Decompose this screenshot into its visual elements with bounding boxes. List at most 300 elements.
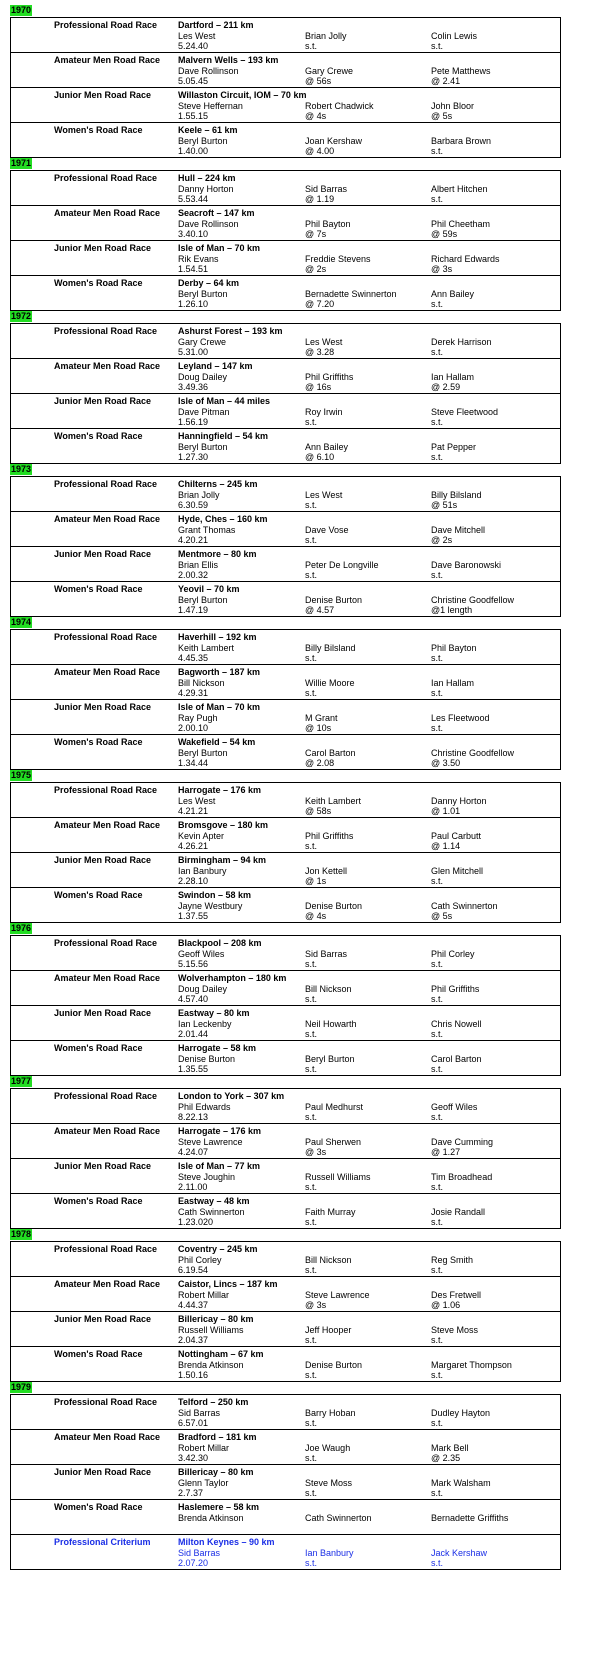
- race-category: Amateur Men Road Race: [54, 820, 161, 830]
- second-place-time: s.t.: [305, 500, 318, 510]
- first-place-time: 3.49.36: [178, 382, 209, 392]
- third-place-time: s.t.: [431, 417, 444, 427]
- first-place-name: Keith Lambert: [178, 643, 235, 653]
- second-place-name: M Grant: [305, 713, 338, 723]
- first-place-name: Sid Barras: [178, 1548, 221, 1558]
- second-place-name: Sid Barras: [305, 184, 348, 194]
- race-row: [11, 700, 560, 735]
- race-venue: Wakefield – 54 km: [178, 737, 256, 747]
- race-venue: London to York – 307 km: [178, 1091, 285, 1101]
- third-place-time: @ 1.27: [431, 1147, 461, 1157]
- first-place-name: Robert Millar: [178, 1443, 230, 1453]
- second-place-time: @ 2s: [305, 264, 327, 274]
- third-place-time: @ 59s: [431, 229, 458, 239]
- first-place-time: 2.07.20: [178, 1558, 209, 1568]
- third-place-time: @ 2.59: [431, 382, 461, 392]
- first-place-time: 5.24.40: [178, 41, 209, 51]
- race-venue: Eastway – 80 km: [178, 1008, 250, 1018]
- third-place-name: Margaret Thompson: [431, 1360, 512, 1370]
- second-place-name: Les West: [305, 490, 343, 500]
- results-table: [10, 629, 561, 770]
- first-place-name: Steve Heffernan: [178, 101, 243, 111]
- third-place-name: Barbara Brown: [431, 136, 492, 146]
- race-venue: Harrogate – 176 km: [178, 785, 262, 795]
- race-venue: Caistor, Lincs – 187 km: [178, 1279, 278, 1289]
- second-place-time: @ 3s: [305, 1300, 327, 1310]
- race-category: Professional Road Race: [54, 173, 158, 183]
- first-place-time: 2.00.10: [178, 723, 209, 733]
- race-category: Professional Road Race: [54, 1091, 158, 1101]
- second-place-name: Carol Barton: [305, 748, 356, 758]
- third-place-time: s.t.: [431, 1558, 444, 1568]
- third-place-name: Josie Randall: [431, 1207, 486, 1217]
- first-place-time: 6.19.54: [178, 1265, 209, 1275]
- second-place-name: Sid Barras: [305, 949, 348, 959]
- race-row: [11, 1159, 560, 1194]
- second-place-name: Cath Swinnerton: [305, 1513, 372, 1523]
- race-venue: Isle of Man – 44 miles: [178, 396, 271, 406]
- second-place-name: Ann Bailey: [305, 442, 349, 452]
- race-row: [11, 783, 560, 818]
- first-place-time: 4.20.21: [178, 535, 209, 545]
- third-place-name: Paul Carbutt: [431, 831, 482, 841]
- race-venue: Billericay – 80 km: [178, 1467, 254, 1477]
- third-place-name: Glen Mitchell: [431, 866, 484, 876]
- first-place-name: Doug Dailey: [178, 984, 228, 994]
- first-place-name: Beryl Burton: [178, 748, 228, 758]
- first-place-time: 5.15.56: [178, 959, 209, 969]
- race-category: Amateur Men Road Race: [54, 361, 161, 371]
- second-place-time: s.t.: [305, 688, 318, 698]
- first-place-name: Denise Burton: [178, 1054, 236, 1064]
- race-category: Professional Road Race: [54, 938, 158, 948]
- first-place-time: 5.31.00: [178, 347, 209, 357]
- first-place-time: 5.05.45: [178, 76, 209, 86]
- first-place-time: 6.57.01: [178, 1418, 209, 1428]
- first-place-time: 2.00.32: [178, 570, 209, 580]
- third-place-name: Mark Walsham: [431, 1478, 491, 1488]
- race-row: [11, 1006, 560, 1041]
- first-place-time: 4.57.40: [178, 994, 209, 1004]
- second-place-time: s.t.: [305, 653, 318, 663]
- third-place-time: s.t.: [431, 570, 444, 580]
- race-row: [11, 206, 560, 241]
- third-place-time: s.t.: [431, 146, 444, 156]
- race-row: [11, 1242, 560, 1277]
- third-place-time: s.t.: [431, 347, 444, 357]
- third-place-time: s.t.: [431, 1112, 444, 1122]
- results-table: [10, 782, 561, 923]
- race-venue: Isle of Man – 70 km: [178, 243, 261, 253]
- first-place-time: 8.22.13: [178, 1112, 209, 1122]
- race-venue: Keele – 61 km: [178, 125, 238, 135]
- third-place-time: s.t.: [431, 1488, 444, 1498]
- first-place-time: 2.7.37: [178, 1488, 204, 1498]
- race-category: Women's Road Race: [54, 431, 143, 441]
- first-place-time: 1.37.55: [178, 911, 209, 921]
- first-place-name: Rik Evans: [178, 254, 219, 264]
- race-venue: Nottingham – 67 km: [178, 1349, 264, 1359]
- race-row: [11, 888, 560, 922]
- race-row: [11, 936, 560, 971]
- year-label: 1973: [11, 464, 32, 474]
- race-category: Junior Men Road Race: [54, 396, 152, 406]
- first-place-name: Geoff Wiles: [178, 949, 225, 959]
- race-venue: Leyland – 147 km: [178, 361, 253, 371]
- first-place-time: 4.24.07: [178, 1147, 209, 1157]
- third-place-name: Steve Moss: [431, 1325, 479, 1335]
- race-row: [11, 818, 560, 853]
- race-category: Junior Men Road Race: [54, 855, 152, 865]
- second-place-time: s.t.: [305, 1418, 318, 1428]
- first-place-name: Beryl Burton: [178, 136, 228, 146]
- second-place-name: Denise Burton: [305, 901, 363, 911]
- third-place-name: Cath Swinnerton: [431, 901, 498, 911]
- race-venue: Eastway – 48 km: [178, 1196, 250, 1206]
- third-place-name: Mark Bell: [431, 1443, 469, 1453]
- race-venue: Seacroft – 147 km: [178, 208, 255, 218]
- third-place-name: Dave Mitchell: [431, 525, 486, 535]
- first-place-name: Sid Barras: [178, 1408, 221, 1418]
- second-place-name: Paul Sherwen: [305, 1137, 362, 1147]
- third-place-name: Dave Cumming: [431, 1137, 494, 1147]
- results-table: [10, 1241, 561, 1382]
- second-place-time: @ 1.19: [305, 194, 335, 204]
- first-place-name: Les West: [178, 796, 216, 806]
- second-place-name: Joe Waugh: [305, 1443, 351, 1453]
- first-place-time: 1.34.44: [178, 758, 209, 768]
- race-category: Women's Road Race: [54, 1502, 143, 1512]
- race-row: [11, 547, 560, 582]
- second-place-name: Steve Moss: [305, 1478, 353, 1488]
- race-venue: Hanningfield – 54 km: [178, 431, 269, 441]
- race-category: Amateur Men Road Race: [54, 514, 161, 524]
- second-place-name: Freddie Stevens: [305, 254, 371, 264]
- second-place-time: @ 4s: [305, 111, 327, 121]
- race-category: Women's Road Race: [54, 125, 143, 135]
- first-place-name: Brenda Atkinson: [178, 1513, 244, 1523]
- third-place-time: @ 51s: [431, 500, 458, 510]
- race-venue: Haverhill – 192 km: [178, 632, 257, 642]
- race-category: Junior Men Road Race: [54, 90, 152, 100]
- race-venue: Yeovil – 70 km: [178, 584, 240, 594]
- year-label: 1972: [11, 311, 32, 321]
- race-venue: Derby – 64 km: [178, 278, 240, 288]
- second-place-time: s.t.: [305, 41, 318, 51]
- third-place-time: s.t.: [431, 1182, 444, 1192]
- second-place-name: Ian Banbury: [305, 1548, 354, 1558]
- second-place-name: Willie Moore: [305, 678, 355, 688]
- second-place-time: s.t.: [305, 1182, 318, 1192]
- second-place-time: s.t.: [305, 535, 318, 545]
- second-place-time: s.t.: [305, 1265, 318, 1275]
- race-category: Professional Road Race: [54, 1397, 158, 1407]
- race-row: [11, 429, 560, 463]
- third-place-time: @1 length: [431, 605, 473, 615]
- third-place-name: Phil Griffiths: [431, 984, 480, 994]
- third-place-name: Bernadette Griffiths: [431, 1513, 509, 1523]
- results-table: [10, 323, 561, 464]
- race-row: [11, 1277, 560, 1312]
- race-row: [11, 665, 560, 700]
- third-place-name: Reg Smith: [431, 1255, 474, 1265]
- second-place-name: Jon Kettell: [305, 866, 348, 876]
- first-place-name: Phil Edwards: [178, 1102, 231, 1112]
- race-row: [11, 88, 560, 123]
- first-place-name: Kevin Apter: [178, 831, 225, 841]
- second-place-name: Les West: [305, 337, 343, 347]
- first-place-name: Steve Lawrence: [178, 1137, 243, 1147]
- first-place-time: 1.47.19: [178, 605, 209, 615]
- race-category: Women's Road Race: [54, 890, 143, 900]
- third-place-name: Ann Bailey: [431, 289, 475, 299]
- first-place-name: Dave Rollinson: [178, 219, 239, 229]
- race-venue: Coventry – 245 km: [178, 1244, 258, 1254]
- race-category: Amateur Men Road Race: [54, 667, 161, 677]
- race-category: Amateur Men Road Race: [54, 55, 161, 65]
- race-venue: Billericay – 80 km: [178, 1314, 254, 1324]
- second-place-name: Billy Bilsland: [305, 643, 356, 653]
- race-venue: Harrogate – 176 km: [178, 1126, 262, 1136]
- race-row: [11, 853, 560, 888]
- race-venue: Hyde, Ches – 160 km: [178, 514, 268, 524]
- second-place-time: s.t.: [305, 417, 318, 427]
- race-row: [11, 276, 560, 310]
- race-venue: Blackpool – 208 km: [178, 938, 262, 948]
- second-place-time: s.t.: [305, 1064, 318, 1074]
- third-place-name: Jack Kershaw: [431, 1548, 488, 1558]
- second-place-time: @ 3s: [305, 1147, 327, 1157]
- third-place-time: s.t.: [431, 194, 444, 204]
- race-category: Professional Road Race: [54, 632, 158, 642]
- third-place-time: @ 1.06: [431, 1300, 461, 1310]
- race-venue: Telford – 250 km: [178, 1397, 249, 1407]
- second-place-name: Brian Jolly: [305, 31, 347, 41]
- second-place-name: Joan Kershaw: [305, 136, 363, 146]
- race-row: [11, 1430, 560, 1465]
- second-place-name: Dave Vose: [305, 525, 349, 535]
- second-place-time: s.t.: [305, 841, 318, 851]
- first-place-time: 1.50.16: [178, 1370, 209, 1380]
- third-place-name: Pete Matthews: [431, 66, 491, 76]
- third-place-time: s.t.: [431, 452, 444, 462]
- third-place-time: s.t.: [431, 876, 444, 886]
- first-place-name: Grant Thomas: [178, 525, 236, 535]
- second-place-time: s.t.: [305, 1029, 318, 1039]
- first-place-time: 1.55.15: [178, 111, 209, 121]
- race-row: [11, 630, 560, 665]
- race-row: [11, 359, 560, 394]
- race-category: Professional Road Race: [54, 326, 158, 336]
- second-place-time: @ 4.00: [305, 146, 335, 156]
- race-venue: Harrogate – 58 km: [178, 1043, 257, 1053]
- third-place-time: s.t.: [431, 41, 444, 51]
- race-row: [11, 1347, 560, 1381]
- first-place-time: 6.30.59: [178, 500, 209, 510]
- third-place-name: Geoff Wiles: [431, 1102, 478, 1112]
- race-category: Women's Road Race: [54, 584, 143, 594]
- race-venue: Bromsgove – 180 km: [178, 820, 269, 830]
- first-place-name: Ray Pugh: [178, 713, 218, 723]
- first-place-time: 5.53.44: [178, 194, 209, 204]
- third-place-name: Albert Hitchen: [431, 184, 488, 194]
- first-place-time: 1.27.30: [178, 452, 209, 462]
- race-row: [11, 1395, 560, 1430]
- race-venue: Bradford – 181 km: [178, 1432, 257, 1442]
- results-table: [10, 476, 561, 617]
- third-place-name: Danny Horton: [431, 796, 487, 806]
- second-place-name: Phil Griffiths: [305, 372, 354, 382]
- third-place-time: s.t.: [431, 1370, 444, 1380]
- race-venue: Haslemere – 58 km: [178, 1502, 260, 1512]
- first-place-name: Beryl Burton: [178, 442, 228, 452]
- second-place-name: Phil Griffiths: [305, 831, 354, 841]
- first-place-time: 4.45.35: [178, 653, 209, 663]
- race-category: Amateur Men Road Race: [54, 1432, 161, 1442]
- race-venue: Dartford – 211 km: [178, 20, 254, 30]
- second-place-time: s.t.: [305, 959, 318, 969]
- race-category: Junior Men Road Race: [54, 549, 152, 559]
- third-place-name: Chris Nowell: [431, 1019, 482, 1029]
- first-place-name: Phil Corley: [178, 1255, 222, 1265]
- third-place-name: Les Fleetwood: [431, 713, 490, 723]
- race-venue: Milton Keynes – 90 km: [178, 1537, 275, 1547]
- first-place-time: 1.23.020: [178, 1217, 214, 1227]
- race-category: Amateur Men Road Race: [54, 1279, 161, 1289]
- second-place-name: Peter De Longville: [305, 560, 379, 570]
- race-venue: Hull – 224 km: [178, 173, 236, 183]
- second-place-time: @ 7s: [305, 229, 327, 239]
- year-label: 1970: [11, 5, 32, 15]
- second-place-name: Beryl Burton: [305, 1054, 355, 1064]
- race-row: [11, 1465, 560, 1500]
- first-place-time: 1.35.55: [178, 1064, 209, 1074]
- race-category: Professional Road Race: [54, 785, 158, 795]
- race-row: [11, 512, 560, 547]
- race-venue: Wolverhampton – 180 km: [178, 973, 287, 983]
- third-place-name: Christine Goodfellow: [431, 595, 515, 605]
- year-label: 1979: [11, 1382, 32, 1392]
- third-place-time: @ 1.01: [431, 806, 461, 816]
- third-place-time: @ 5s: [431, 911, 453, 921]
- third-place-time: s.t.: [431, 1335, 444, 1345]
- second-place-time: @ 3.28: [305, 347, 335, 357]
- third-place-name: Des Fretwell: [431, 1290, 482, 1300]
- year-label: 1971: [11, 158, 32, 168]
- third-place-time: @ 2.35: [431, 1453, 461, 1463]
- third-place-time: s.t.: [431, 688, 444, 698]
- third-place-time: @ 2s: [431, 535, 453, 545]
- second-place-name: Keith Lambert: [305, 796, 362, 806]
- first-place-name: Jayne Westbury: [178, 901, 243, 911]
- race-row: [11, 477, 560, 512]
- third-place-time: @ 5s: [431, 111, 453, 121]
- race-category: Women's Road Race: [54, 1196, 143, 1206]
- race-row: [11, 735, 560, 769]
- first-place-time: 1.54.51: [178, 264, 209, 274]
- third-place-time: s.t.: [431, 1217, 444, 1227]
- race-row: [11, 324, 560, 359]
- first-place-name: Beryl Burton: [178, 595, 228, 605]
- results-table: [10, 935, 561, 1076]
- first-place-name: Doug Dailey: [178, 372, 228, 382]
- results-table: [10, 170, 561, 311]
- first-place-name: Beryl Burton: [178, 289, 228, 299]
- race-category: Junior Men Road Race: [54, 243, 152, 253]
- third-place-time: s.t.: [431, 959, 444, 969]
- race-venue: Isle of Man – 70 km: [178, 702, 261, 712]
- second-place-time: s.t.: [305, 1112, 318, 1122]
- third-place-time: @ 2.41: [431, 76, 461, 86]
- first-place-name: Glenn Taylor: [178, 1478, 229, 1488]
- race-row: [11, 394, 560, 429]
- year-label: 1978: [11, 1229, 32, 1239]
- race-row: [11, 582, 560, 616]
- race-category: Junior Men Road Race: [54, 1467, 152, 1477]
- second-place-time: @ 1s: [305, 876, 327, 886]
- third-place-time: s.t.: [431, 299, 444, 309]
- third-place-name: Steve Fleetwood: [431, 407, 499, 417]
- second-place-name: Robert Chadwick: [305, 101, 374, 111]
- first-place-time: 4.26.21: [178, 841, 209, 851]
- third-place-name: Richard Edwards: [431, 254, 500, 264]
- third-place-name: Dudley Hayton: [431, 1408, 491, 1418]
- race-venue: Mentmore – 80 km: [178, 549, 257, 559]
- year-label: 1976: [11, 923, 32, 933]
- second-place-time: @ 2.08: [305, 758, 335, 768]
- third-place-name: Carol Barton: [431, 1054, 482, 1064]
- third-place-name: Christine Goodfellow: [431, 748, 515, 758]
- second-place-time: s.t.: [305, 1370, 318, 1380]
- race-row: [11, 1089, 560, 1124]
- race-category: Women's Road Race: [54, 737, 143, 747]
- third-place-time: @ 3s: [431, 264, 453, 274]
- race-category: Women's Road Race: [54, 1043, 143, 1053]
- race-row: [11, 1535, 560, 1569]
- race-category: Amateur Men Road Race: [54, 208, 161, 218]
- race-category: Amateur Men Road Race: [54, 1126, 161, 1136]
- third-place-name: Phil Corley: [431, 949, 475, 959]
- third-place-time: s.t.: [431, 653, 444, 663]
- second-place-name: Neil Howarth: [305, 1019, 357, 1029]
- second-place-time: s.t.: [305, 1558, 318, 1568]
- first-place-name: Brenda Atkinson: [178, 1360, 244, 1370]
- first-place-time: 4.21.21: [178, 806, 209, 816]
- race-venue: Swindon – 58 km: [178, 890, 252, 900]
- first-place-time: 2.01.44: [178, 1029, 209, 1039]
- race-venue: Birmingham – 94 km: [178, 855, 267, 865]
- second-place-time: @ 6.10: [305, 452, 335, 462]
- third-place-name: Colin Lewis: [431, 31, 478, 41]
- first-place-name: Brian Jolly: [178, 490, 220, 500]
- race-category: Professional Road Race: [54, 479, 158, 489]
- year-label: 1977: [11, 1076, 32, 1086]
- first-place-name: Robert Millar: [178, 1290, 230, 1300]
- second-place-time: s.t.: [305, 1217, 318, 1227]
- second-place-name: Bernadette Swinnerton: [305, 289, 397, 299]
- race-category: Amateur Men Road Race: [54, 973, 161, 983]
- race-row: [11, 18, 560, 53]
- race-category: Women's Road Race: [54, 278, 143, 288]
- second-place-time: @ 4s: [305, 911, 327, 921]
- first-place-time: 4.44.37: [178, 1300, 209, 1310]
- second-place-name: Roy Irwin: [305, 407, 343, 417]
- first-place-name: Dave Rollinson: [178, 66, 239, 76]
- race-category: Junior Men Road Race: [54, 1161, 152, 1171]
- first-place-name: Gary Crewe: [178, 337, 227, 347]
- second-place-time: s.t.: [305, 1453, 318, 1463]
- third-place-name: Tim Broadhead: [431, 1172, 493, 1182]
